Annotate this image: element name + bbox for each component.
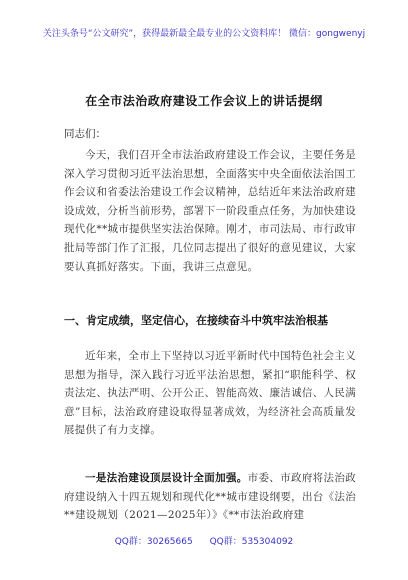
greeting: 同志们：: [64, 128, 106, 140]
paragraph-point-1: [64, 469, 356, 525]
paragraph-achievements: 近年来，全市上下坚持以习近平新时代中国特色社会主义思想为指导，深入践行习近平法治思想，紧扣“职能科学、权责法定、执法严明、公开公正、智能高效、廉洁诚信、人民满意”目标，法治政府建设取得显著成效，为经济社会高质量发展提供了有力支撑。: [64, 350, 356, 437]
footer-contacts: [0, 534, 408, 547]
point-1-lead: 一是法治建设顶层设计全面加强。: [85, 472, 248, 484]
qq-group-2: QQ群：535304092: [209, 537, 294, 547]
promo-banner: 关注头条号“公文研究”，获得最新最全最专业的公文资料库！ 微信：gongwenyj: [42, 29, 366, 39]
document-title: 在全市法治政府建设工作会议上的讲话提纲: [85, 94, 323, 108]
section-heading-1: 一、肯定成绩，坚定信心，在接续奋斗中筑牢法治根基: [64, 314, 328, 327]
point-1-text: 市委、市政府将法治政府建设纳入十四五规划和现代化**城市建设纲要，出台《法治**建设规划（2021—2025年）》《**市法治政府建: [64, 472, 356, 522]
paragraph-intro: 今天，我们召开全市法治政府建设工作会议，主要任务是深入学习贯彻习近平法治思想，全面落实中央全面依法治国工作会议和省委法治建设工作会议精神，总结近年来法治政府建设成效，分析当前形势，部署下一阶段重点任务，为加快建设现代化**城市提供坚实法治保障。刚才，市司法局、市行政审批局等部门作了汇报，几位同志提出了很好的意见建议，大家要认真抓好落实。下面，我讲三点意见。: [64, 149, 356, 273]
qq-group-1: QQ群：30265665: [114, 537, 193, 547]
